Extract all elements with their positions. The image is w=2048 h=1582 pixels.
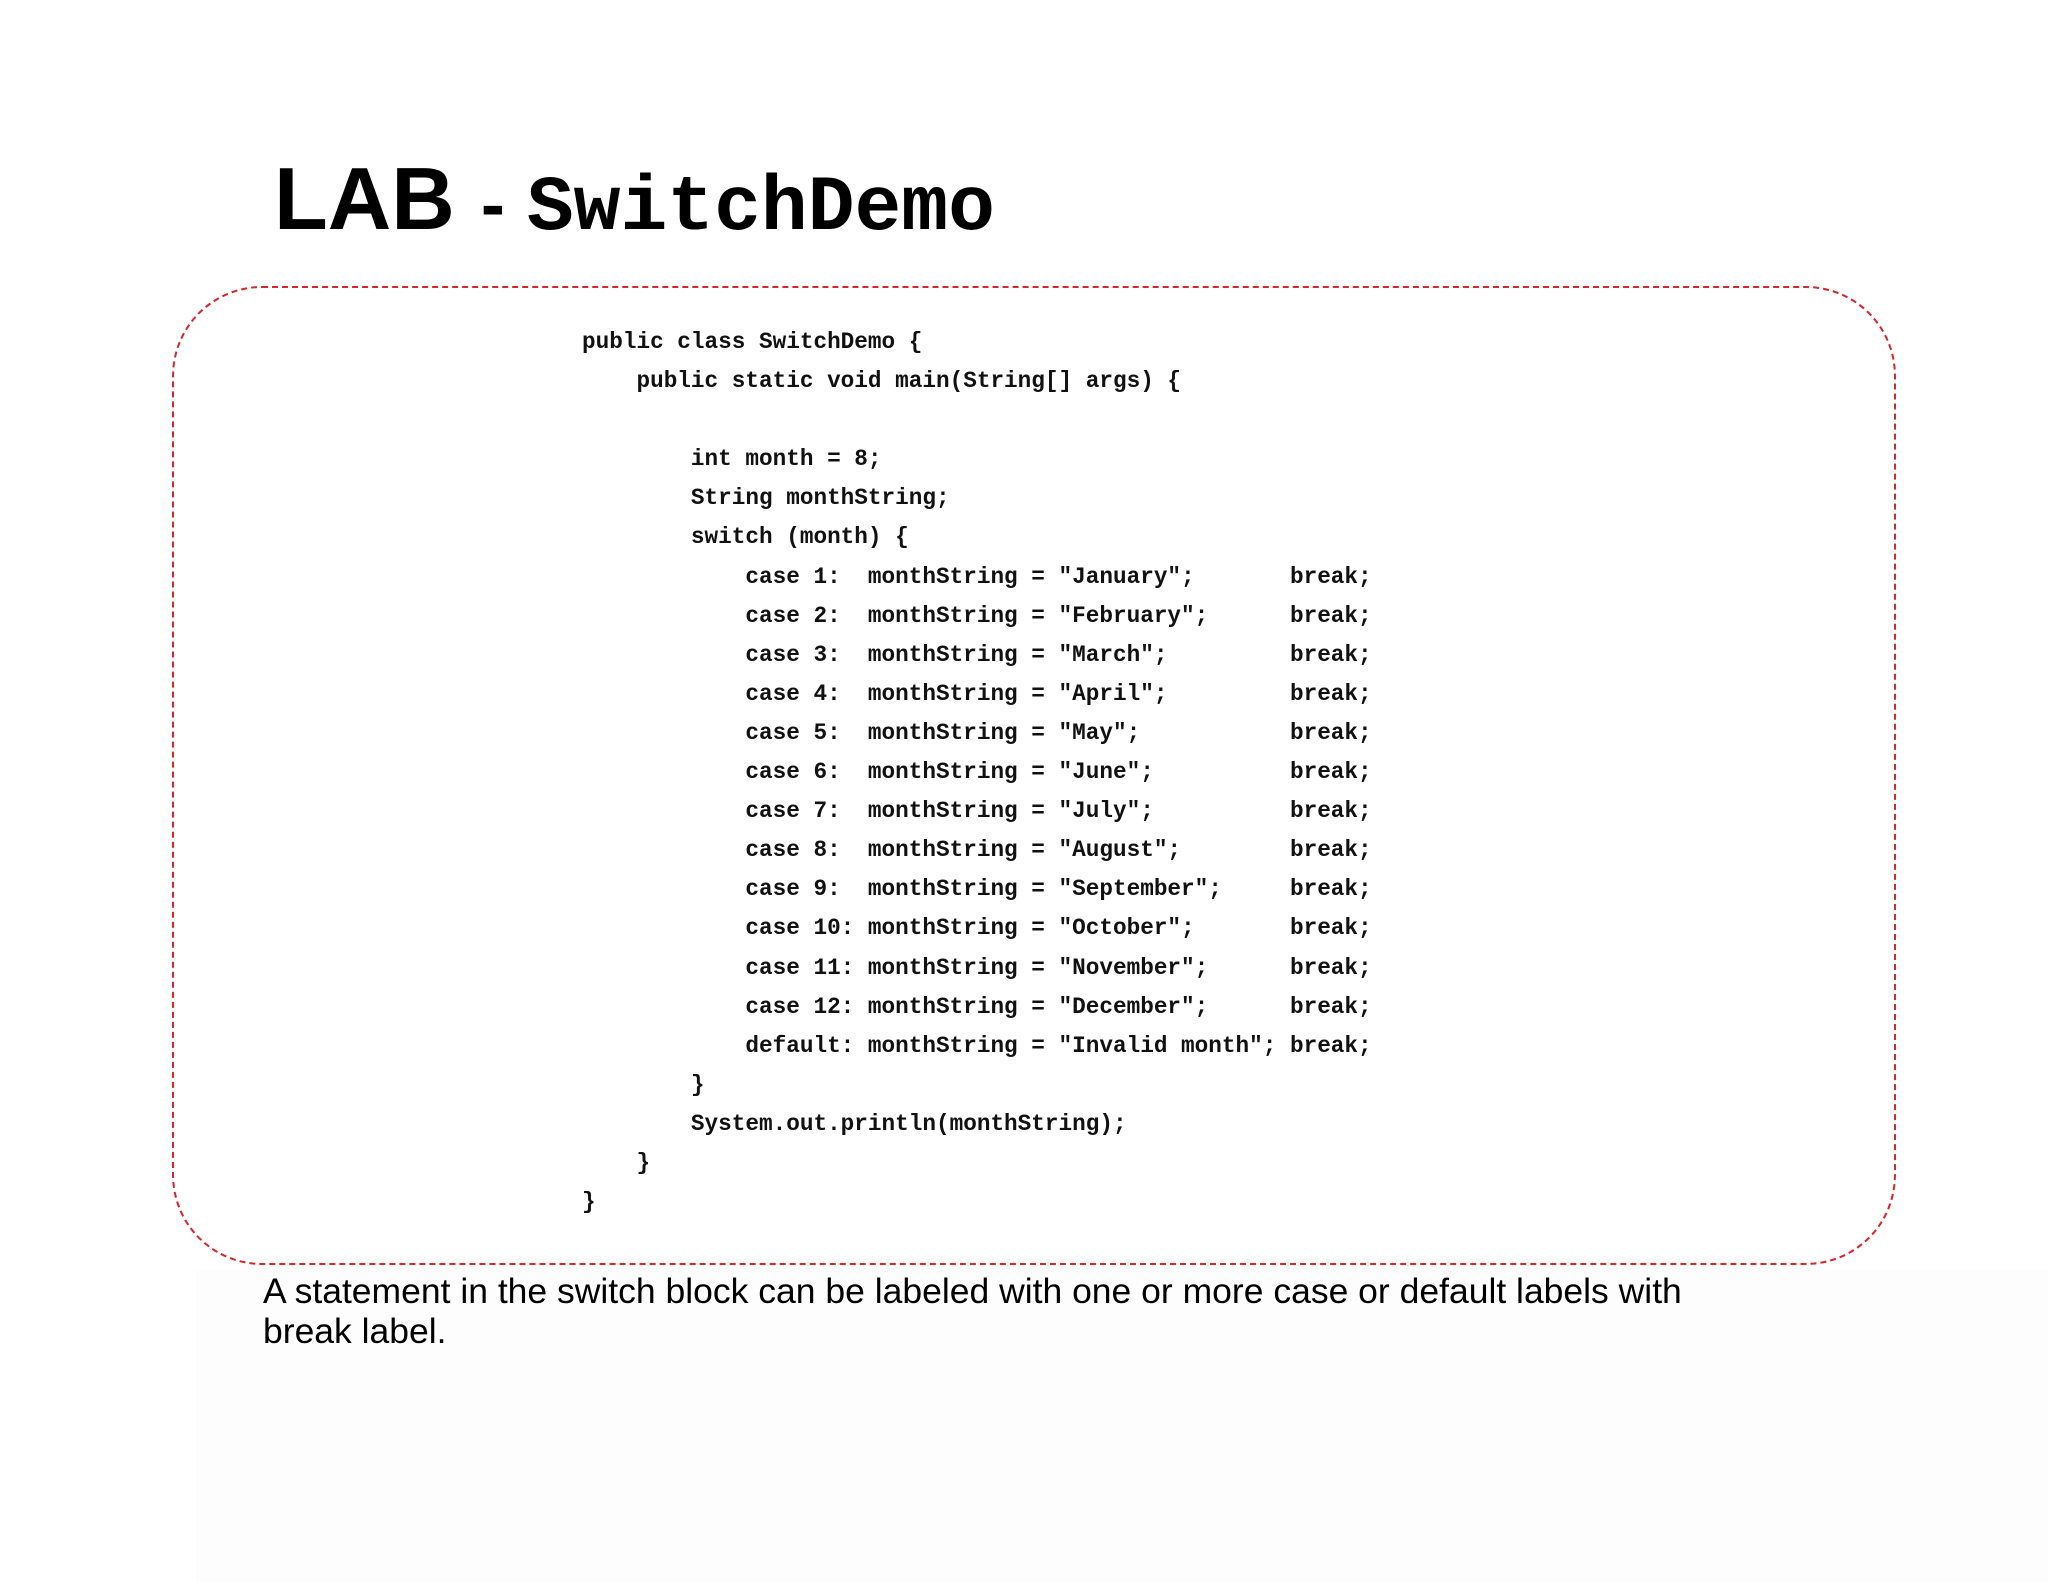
title-class-name: SwitchDemo xyxy=(526,165,995,253)
slide-caption: A statement in the switch block can be labeled with one or more case or default labels with break label. xyxy=(263,1271,1682,1351)
code-line: case 9: monthString = "September"; break; xyxy=(582,876,1372,903)
code-line: public static void main(String[] args) { xyxy=(582,368,1182,395)
title-separator: - xyxy=(480,165,505,245)
code-line: case 1: monthString = "January"; break; xyxy=(582,563,1372,590)
code-line: } xyxy=(582,1071,705,1098)
code-line: case 2: monthString = "February"; break; xyxy=(582,602,1372,629)
code-line: default: monthString = "Invalid month"; break; xyxy=(582,1032,1372,1059)
code-line: case 5: monthString = "May"; break; xyxy=(582,719,1372,746)
code-line: case 3: monthString = "March"; break; xyxy=(582,641,1372,668)
slide-title xyxy=(274,148,995,258)
code-listing xyxy=(582,323,1372,1222)
code-line: case 10: monthString = "October"; break; xyxy=(582,915,1372,942)
code-line: case 11: monthString = "November"; break; xyxy=(582,954,1372,981)
title-lab-label: LAB xyxy=(274,149,455,248)
code-line: case 4: monthString = "April"; break; xyxy=(582,680,1372,707)
code-line: System.out.println(monthString); xyxy=(582,1110,1127,1137)
code-line: switch (month) { xyxy=(582,524,909,551)
code-line: public class SwitchDemo { xyxy=(582,329,923,355)
code-line: } xyxy=(582,1149,651,1176)
code-line: case 6: monthString = "June"; break; xyxy=(582,759,1372,786)
code-line: case 7: monthString = "July"; break; xyxy=(582,798,1372,825)
code-line: case 12: monthString = "December"; break; xyxy=(582,993,1372,1020)
code-line xyxy=(582,401,1372,440)
code-line: case 8: monthString = "August"; break; xyxy=(582,837,1372,864)
code-line: } xyxy=(582,1189,596,1216)
code-line: int month = 8; xyxy=(582,446,882,473)
code-line: String monthString; xyxy=(582,485,950,512)
